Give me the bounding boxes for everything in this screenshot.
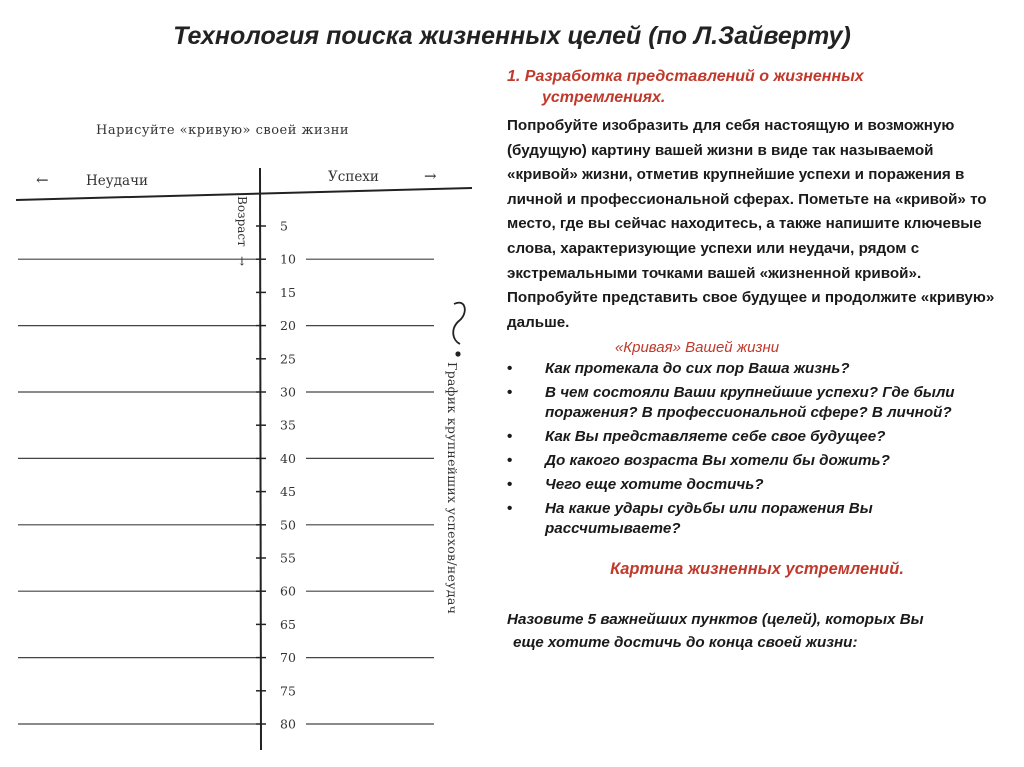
questions-list (507, 359, 1007, 539)
age-label: 10 (280, 251, 296, 267)
section-number: 1. (507, 68, 521, 85)
age-label: 60 (280, 583, 296, 599)
bullet-icon: • (507, 428, 513, 446)
age-label: 45 (280, 484, 296, 500)
age-label: 65 (280, 616, 296, 632)
curve-subheading: «Кривая» Вашей жизни (614, 339, 780, 357)
final-note-line1: Назовите 5 важнейших пунктов (целей), которых Вы (507, 610, 924, 628)
worksheet-heading: Нарисуйте «кривую» своей жизни (96, 123, 350, 138)
instructions-paragraph: Попробуйте изобразить для себя настоящую и возможную (будущую) картину вашей жизни в виде так называемой «кривой» жизни, отметив крупнейшие успехи и поражения в личной и профессиональной сферах. Пометьте на «кривой» то место, где вы сейчас находитесь, а также напишите ключевые слова, характеризующие успехи или неудачи, рядом с экстремальными точками вашей «жизненной кривой». Попробуйте представить свое будущее и продолжите «кривую» дальше. (507, 117, 995, 331)
section-heading-line1: Разработка представлений о жизненных (524, 68, 864, 85)
bullet-icon: • (507, 384, 513, 402)
right-arrow-icon: → (424, 167, 437, 185)
list-item: • Как протекала до сих пор Ваша жизнь? (507, 360, 850, 378)
bullet-icon: • (507, 452, 513, 470)
age-label: 40 (280, 450, 296, 466)
age-label: 80 (280, 716, 296, 732)
successes-label: Успехи (328, 169, 379, 185)
age-label: 50 (280, 517, 296, 533)
age-label: 35 (280, 417, 296, 433)
list-item: • Как Вы представляете себе свое будущее? (507, 428, 886, 446)
curve-dot-icon (455, 351, 460, 356)
age-label: 25 (280, 351, 296, 367)
slide-title: Технология поиска жизненных целей (по Л.Зайверту) (173, 22, 851, 50)
curve-icon (453, 303, 465, 344)
life-curve-worksheet (10, 108, 490, 763)
list-item: • До какого возраста Вы хотели бы дожить? (507, 452, 890, 470)
age-label: 5 (280, 218, 288, 234)
section-heading-line2: устремлениях. (542, 89, 666, 106)
age-label: 70 (280, 650, 296, 666)
list-item: • Чего еще хотите достичь? (507, 476, 764, 494)
age-label: 55 (280, 550, 296, 566)
age-ticks (18, 219, 434, 732)
left-arrow-icon: ← (36, 171, 49, 189)
failures-label: Неудачи (86, 173, 148, 189)
bullet-icon: • (507, 360, 513, 378)
list-item: • В чем состояли Ваши крупнейшие успехи? Где были поражения? В профессиональной сфере? В личной? (507, 384, 955, 422)
age-label: 15 (280, 284, 296, 300)
final-note-line2: еще хотите достичь до конца своей жизни: (513, 633, 858, 651)
life-curve-diagram (10, 108, 490, 763)
bullet-icon: • (507, 476, 513, 494)
section-heading (507, 66, 1007, 108)
list-item: • На какие удары судьбы или поражения Вы рассчитываете? (507, 500, 873, 538)
age-label: 30 (280, 384, 296, 400)
side-chart-label: График крупнейших успехов/неудач (445, 362, 460, 615)
age-axis-label: Возраст (235, 196, 249, 247)
down-arrow-icon: → (235, 256, 249, 267)
age-label: 20 (280, 318, 296, 334)
final-note (507, 608, 1007, 654)
age-label: 75 (280, 683, 296, 699)
picture-title: Картина жизненных устремлений. (610, 560, 904, 579)
bullet-icon: • (507, 500, 513, 518)
content-column (507, 66, 1007, 654)
